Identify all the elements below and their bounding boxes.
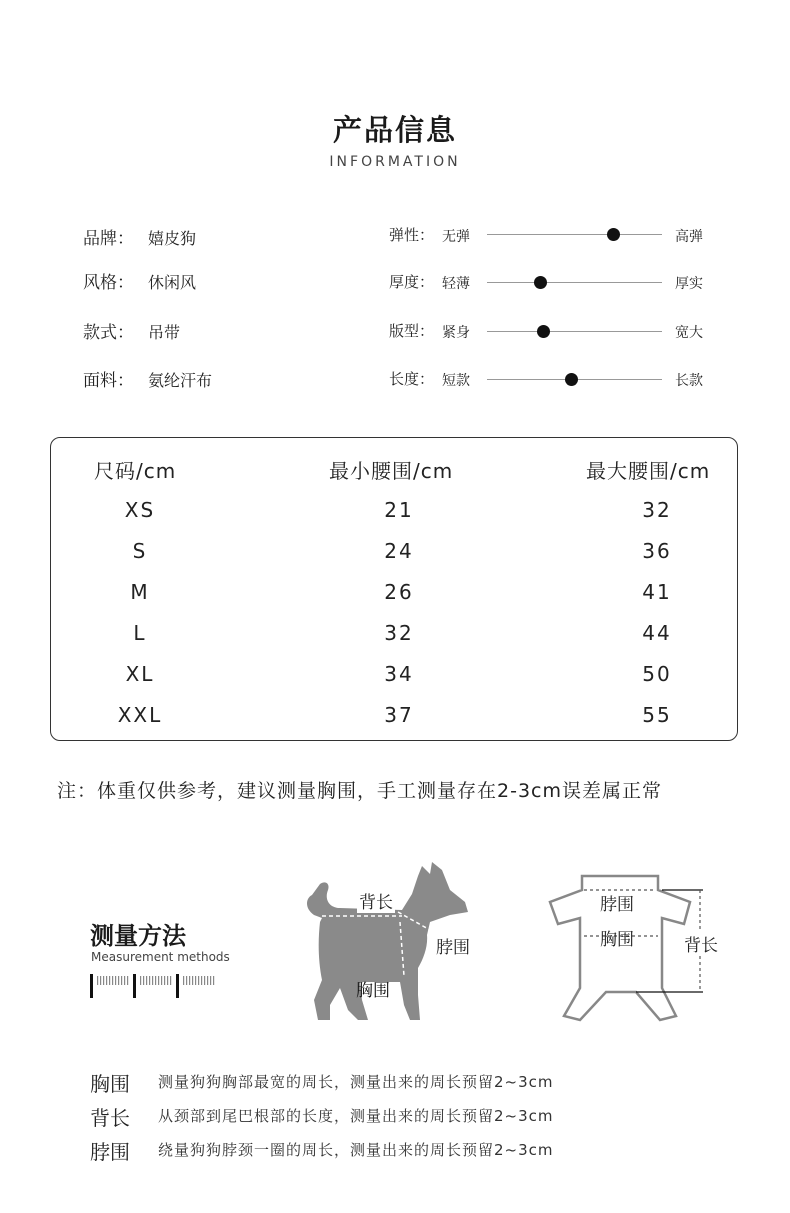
attr-value-brand: 嬉皮狗 <box>148 229 197 248</box>
table-cell-max: 32 <box>642 498 672 522</box>
table-cell-size: XXL <box>117 703 163 727</box>
dog-label-neck: 脖围 <box>436 938 470 958</box>
scale-high-length: 长款 <box>675 373 703 389</box>
table-cell-min: 34 <box>384 662 414 686</box>
attr-value-type: 吊带 <box>148 323 181 342</box>
garment-label-neck: 脖围 <box>600 895 634 915</box>
table-cell-size: XS <box>124 498 156 522</box>
attr-label-brand: 品牌： <box>83 229 134 249</box>
definition-text-neck: 绕量狗狗脖颈一圈的周长，测量出来的周长预留2~3cm <box>158 1141 554 1159</box>
scale-high-fit: 宽大 <box>675 325 703 341</box>
table-header-max-waist: 最大腰围/cm <box>586 459 711 483</box>
garment-label-chest: 胸围 <box>600 930 634 950</box>
attr-value-style: 休闲风 <box>148 273 197 292</box>
scale-label-length: 长度： <box>389 370 435 388</box>
table-cell-size: L <box>133 621 147 645</box>
table-cell-max: 55 <box>642 703 672 727</box>
table-cell-min: 21 <box>384 498 414 522</box>
scale-knob-length <box>565 373 578 386</box>
definition-term-neck: 脖围 <box>90 1140 130 1164</box>
attr-value-fabric: 氨纶汗布 <box>148 371 213 390</box>
ruler-icon <box>90 972 220 1000</box>
measurement-note: 注：体重仅供参考，建议测量胸围，手工测量存在2-3cm误差属正常 <box>57 780 662 802</box>
scale-track-length <box>487 379 662 380</box>
scale-knob-elasticity <box>607 228 620 241</box>
table-cell-min: 32 <box>384 621 414 645</box>
table-cell-size: S <box>132 539 148 563</box>
table-cell-size: M <box>130 580 150 604</box>
table-cell-max: 41 <box>642 580 672 604</box>
table-header-min-waist: 最小腰围/cm <box>329 459 454 483</box>
table-cell-min: 24 <box>384 539 414 563</box>
scale-label-fit: 版型： <box>389 322 435 340</box>
scale-label-thickness: 厚度： <box>389 273 435 291</box>
garment-label-back: 背长 <box>684 931 718 956</box>
attr-label-fabric: 面料： <box>83 371 134 391</box>
dog-label-chest: 胸围 <box>356 981 390 1001</box>
page-title: 产品信息 <box>332 113 457 147</box>
scale-low-thickness: 轻薄 <box>442 276 470 292</box>
scale-track-thickness <box>487 282 662 283</box>
scale-low-fit: 紧身 <box>442 325 470 341</box>
scale-high-elasticity: 高弹 <box>675 229 703 245</box>
scale-high-thickness: 厚实 <box>675 276 703 292</box>
scale-low-elasticity: 无弹 <box>442 229 470 245</box>
table-cell-max: 36 <box>642 539 672 563</box>
scale-track-fit <box>487 331 662 332</box>
page-subtitle: INFORMATION <box>329 154 461 170</box>
table-cell-max: 50 <box>642 662 672 686</box>
scale-low-length: 短款 <box>442 373 470 389</box>
table-cell-min: 26 <box>384 580 414 604</box>
table-cell-min: 37 <box>384 703 414 727</box>
method-subtitle: Measurement methods <box>91 950 230 964</box>
scale-label-elasticity: 弹性： <box>389 226 435 244</box>
table-cell-max: 44 <box>642 621 672 645</box>
scale-knob-thickness <box>534 276 547 289</box>
definition-text-back: 从颈部到尾巴根部的长度，测量出来的周长预留2~3cm <box>158 1107 554 1125</box>
method-title: 测量方法 <box>90 922 186 950</box>
scale-knob-fit <box>537 325 550 338</box>
definition-text-chest: 测量狗狗胸部最宽的周长，测量出来的周长预留2~3cm <box>158 1073 554 1091</box>
attr-label-type: 款式： <box>83 323 134 343</box>
table-header-size: 尺码/cm <box>94 459 177 483</box>
table-cell-size: XL <box>125 662 155 686</box>
scale-track-elasticity <box>487 234 662 235</box>
definition-term-chest: 胸围 <box>90 1072 130 1096</box>
definition-term-back: 背长 <box>90 1106 130 1130</box>
attr-label-style: 风格： <box>83 273 134 293</box>
dog-label-back: 背长 <box>357 888 395 913</box>
